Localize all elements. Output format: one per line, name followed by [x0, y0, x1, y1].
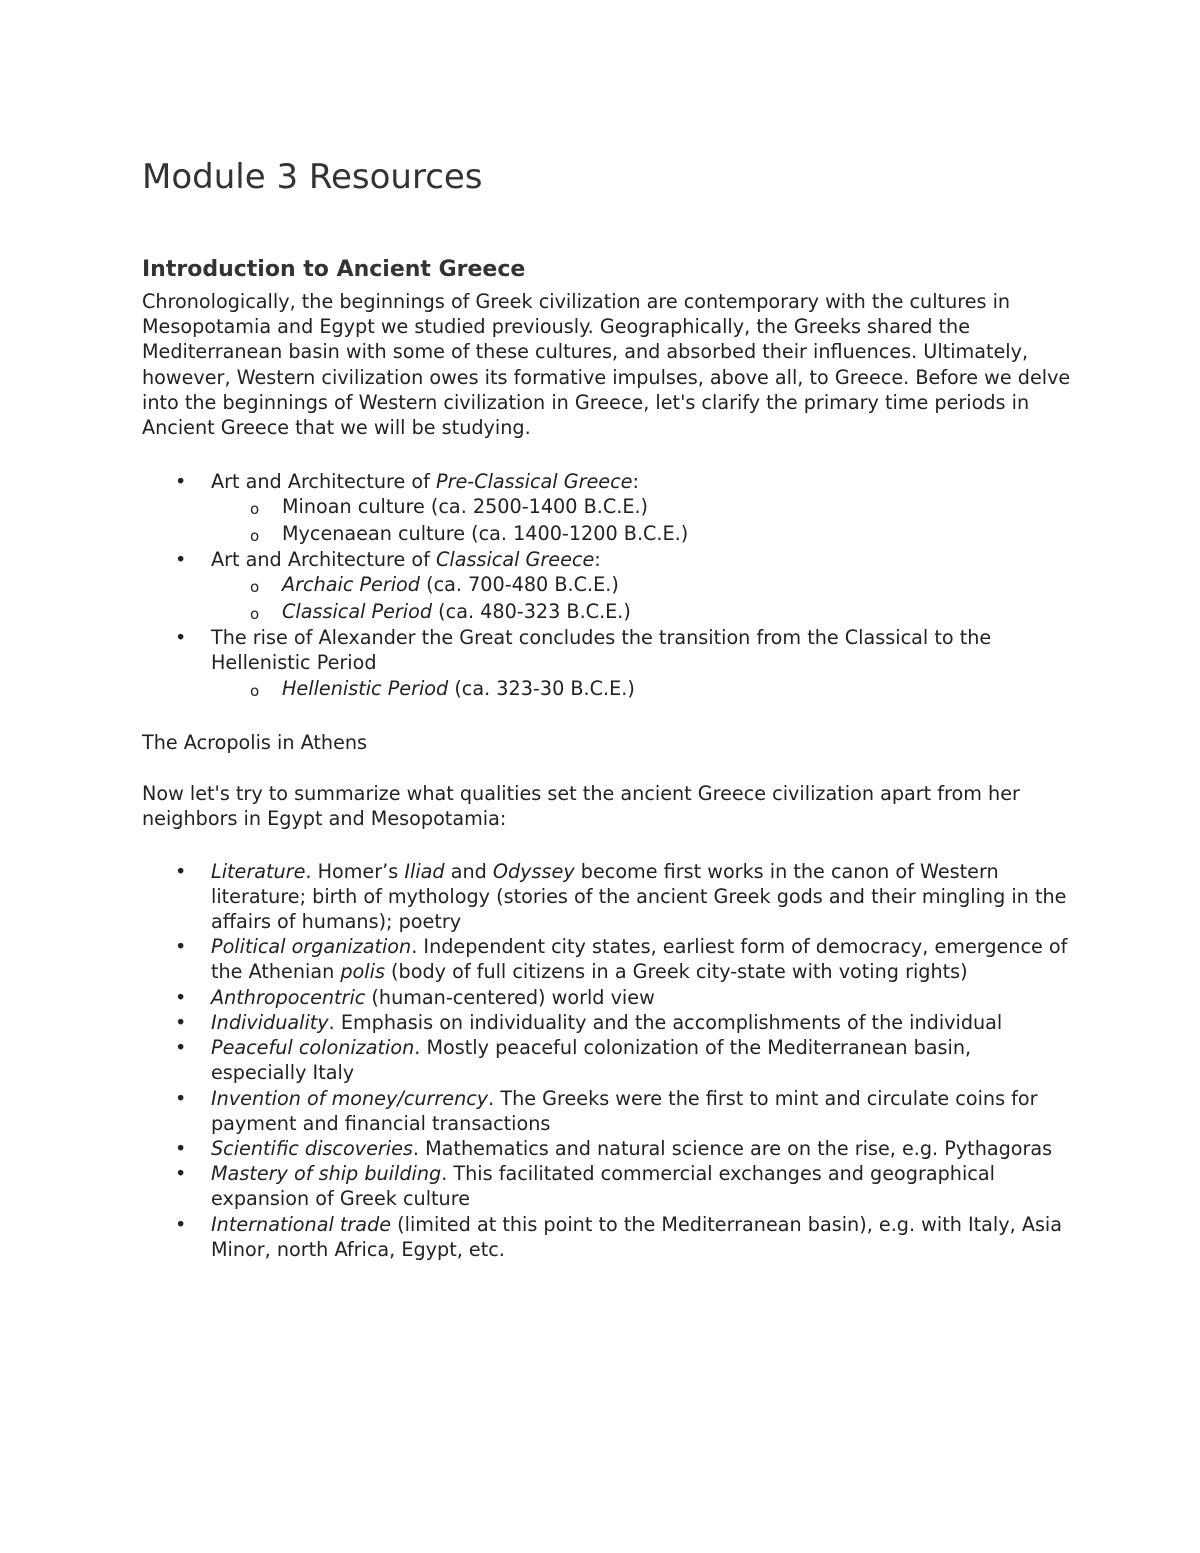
quality-emphasis: Odyssey [492, 859, 575, 883]
sub-list-item [250, 494, 1072, 520]
quality-text: . The Greeks were the first to mint and circulate coins for payment and financial transactions [211, 1086, 1038, 1135]
quality-text: . This facilitated commercial exchanges and geographical expansion of Greek culture [211, 1162, 995, 1211]
sub-list [250, 572, 1072, 625]
sub-list-item [250, 599, 1072, 625]
period-text: Art and Architecture of [211, 548, 436, 572]
sub-list-item [250, 572, 1072, 598]
page-title: Module 3 Resources [142, 157, 483, 197]
document-page [142, 152, 1072, 1262]
quality-emphasis: Scientific discoveries [211, 1136, 413, 1160]
section-heading: Introduction to Ancient Greece [142, 257, 526, 282]
quality-text: (human-centered) world view [365, 985, 655, 1009]
bullet-icon: • [175, 548, 187, 572]
quality-text: . Mathematics and natural science are on the rise, e.g. Pythagoras [412, 1136, 1053, 1160]
sub-list [250, 494, 1072, 547]
list-item [175, 1010, 1072, 1035]
quality-text: . Emphasis on individuality and the accomplishments of the individual [328, 1010, 1003, 1034]
list-item [175, 1035, 1072, 1085]
quality-text: (body of full citizens in a Greek city-state with voting rights) [384, 960, 968, 984]
bullet-icon: • [175, 935, 187, 959]
list-item [175, 1212, 1072, 1262]
bullet-icon: • [175, 470, 187, 494]
period-suffix: : [632, 470, 639, 494]
period-emphasis: Classical Greece [436, 548, 595, 572]
list-item [175, 934, 1072, 984]
bullet-icon: • [175, 985, 187, 1009]
quality-emphasis: Political organization [211, 935, 412, 959]
period-dates: (ca. 700-480 B.C.E.) [419, 573, 619, 597]
sub-bullet-icon: o [250, 681, 260, 700]
period-dates: Minoan culture (ca. 2500-1400 B.C.E.) [282, 495, 649, 519]
quality-emphasis: International trade [211, 1212, 392, 1236]
quality-emphasis: polis [340, 960, 385, 984]
intro-paragraph: Chronologically, the beginnings of Greek civilization are contemporary with the cultures in Mesopotamia and Egypt we studied previously. Geographically, the Greeks shared the Mediterranean basin with some of these cultures, and absorbed their influences. Ultimately, however, Western civilization owes its formative impulses, above all, to Greece. Before we delve into the beginnings of Western civilization in Greece, let's clarify the primary time periods in Ancient Greece that we will be studying. [142, 290, 1071, 440]
bullet-icon: • [175, 1036, 187, 1060]
bullet-icon: • [175, 1136, 187, 1160]
bullet-icon: • [175, 626, 187, 650]
period-dates: (ca. 480-323 B.C.E.) [432, 599, 631, 623]
period-dates: (ca. 323-30 B.C.E.) [448, 676, 635, 700]
list-item [175, 1161, 1072, 1211]
quality-emphasis: Peaceful colonization [211, 1036, 415, 1060]
acropolis-label: The Acropolis in Athens [142, 731, 368, 755]
quality-emphasis: Literature [211, 859, 306, 883]
sub-bullet-icon: o [250, 578, 260, 597]
quality-emphasis: Mastery of ship building [211, 1162, 442, 1186]
list-item [175, 469, 1072, 547]
period-name: Classical Period [282, 599, 433, 623]
bullet-icon: • [175, 1086, 187, 1110]
period-dates: Mycenaean culture (ca. 1400-1200 B.C.E.) [282, 521, 689, 545]
period-name: Hellenistic Period [282, 676, 449, 700]
sub-bullet-icon: o [250, 604, 260, 623]
sub-bullet-icon: o [250, 500, 260, 519]
quality-emphasis: Iliad [404, 859, 445, 883]
quality-text: . Mostly peaceful colonization of the Mediterranean basin, especially Italy [211, 1036, 972, 1085]
period-suffix: : [594, 548, 601, 572]
bullet-icon: • [175, 1212, 187, 1236]
sub-list [250, 676, 1072, 702]
sub-list-item [250, 676, 1072, 702]
sub-list-item [250, 521, 1072, 547]
bullet-icon: • [175, 859, 187, 883]
period-emphasis: Pre-Classical Greece [436, 470, 633, 494]
quality-text: . Independent city states, earliest form of democracy, emergence of the Athenian [211, 935, 1068, 984]
quality-text: and [444, 859, 493, 883]
summary-paragraph: Now let's try to summarize what qualities set the ancient Greece civilization apart from her neighbors in Egypt and Mesopotamia: [142, 782, 1020, 831]
quality-text: (limited at this point to the Mediterranean basin), e.g. with Italy, Asia Minor, north Africa, Egypt, etc. [211, 1212, 1063, 1261]
list-item [175, 547, 1072, 625]
quality-emphasis: Individuality [211, 1010, 329, 1034]
quality-text: become first works in the canon of Western literature; birth of mythology (stories of the ancient Greek gods and their mingling in the affairs of humans); poetry [211, 859, 1067, 934]
qualities-list [175, 859, 1072, 1262]
bullet-icon: • [175, 1162, 187, 1186]
list-item [175, 859, 1072, 935]
period-name: Archaic Period [282, 573, 420, 597]
sub-bullet-icon: o [250, 526, 260, 545]
periods-list [175, 469, 1072, 702]
quality-emphasis: Invention of money/currency [211, 1086, 489, 1110]
list-item [175, 1136, 1072, 1161]
period-text: Art and Architecture of [211, 470, 436, 494]
list-item [175, 1086, 1072, 1136]
list-item [175, 625, 1072, 702]
quality-emphasis: Anthropocentric [211, 985, 366, 1009]
quality-text: . Homer’s [305, 859, 405, 883]
list-item [175, 985, 1072, 1010]
period-text: The rise of Alexander the Great concludes the transition from the Classical to the Hellenistic Period [211, 626, 992, 675]
bullet-icon: • [175, 1010, 187, 1034]
